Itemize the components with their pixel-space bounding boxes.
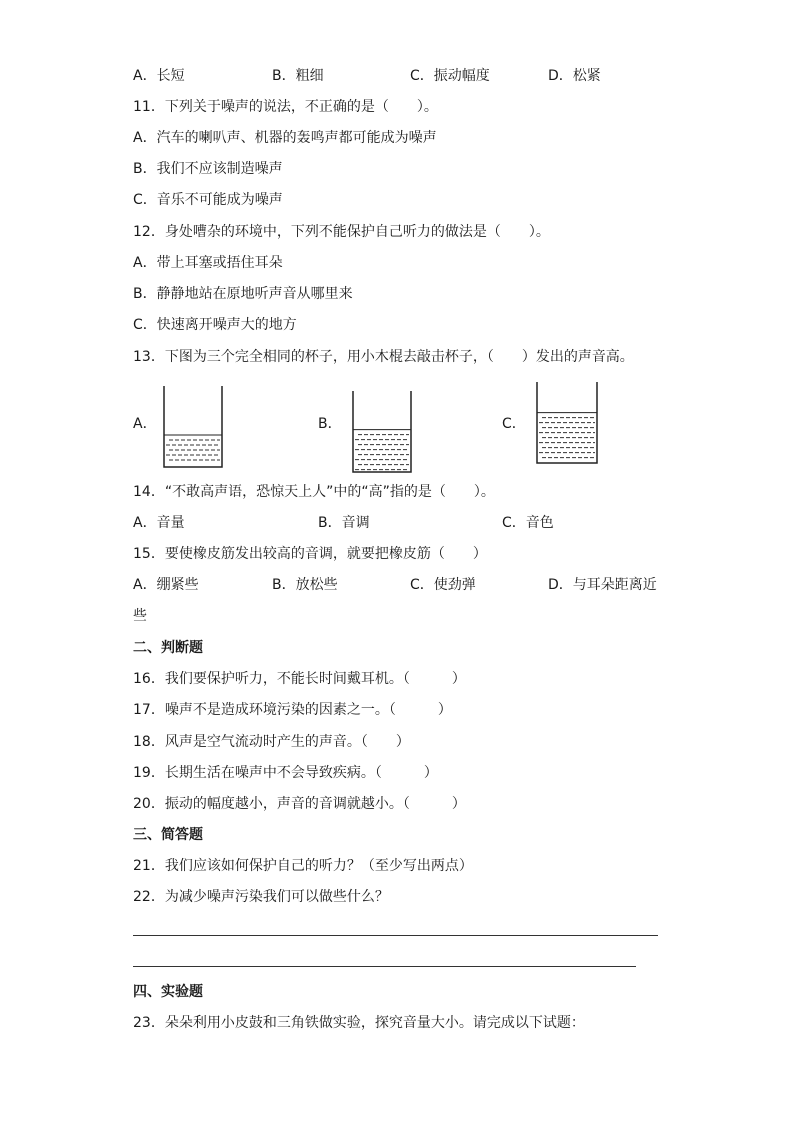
q15-option-d-wrap: 些 [133,608,147,624]
q15-option-d: D．与耳朵距离近 [548,577,657,593]
answer-line-2[interactable] [133,966,636,967]
section2-title: 二、判断题 [133,640,203,656]
section3-title: 三、简答题 [133,827,203,843]
q11-option-c: C．音乐不可能成为噪声 [133,192,283,208]
q15-option-b: B．放松些 [272,577,338,593]
q20: 20．振动的幅度越小，声音的音调就越小。（ ） [133,796,466,812]
q22: 22．为减少噪声污染我们可以做些什么？ [133,889,389,905]
cup-b [349,391,415,475]
q23: 23．朵朵利用小皮鼓和三角铁做实验，探究音量大小。请完成以下试题： [133,1015,585,1031]
q12-stem: 12．身处嘈杂的环境中，下列不能保护自己听力的做法是（ ）。 [133,224,550,240]
q14-stem: 14．“不敢高声语，恐惊天上人”中的“高”指的是（ ）。 [133,484,495,500]
q13-option-c: C． [502,416,526,432]
q12-option-a: A．带上耳塞或捂住耳朵 [133,255,283,271]
q17: 17．噪声不是造成环境污染的因素之一。（ ） [133,702,452,718]
q21: 21．我们应该如何保护自己的听力？（至少写出两点） [133,858,473,874]
q15-stem: 15．要使橡皮筋发出较高的音调，就要把橡皮筋（ ） [133,546,487,562]
q10-option-b: B．粗细 [272,68,324,84]
section4-title: 四、实验题 [133,984,203,1000]
q15-option-c: C．使劲弹 [410,577,476,593]
q16: 16．我们要保护听力，不能长时间戴耳机。（ ） [133,671,466,687]
q13-option-a: A． [133,416,157,432]
q10-option-a: A．长短 [133,68,185,84]
q10-option-d: D．松紧 [548,68,601,84]
cup-c [533,382,601,466]
q14-option-b: B．音调 [318,515,370,531]
q12-option-c: C．快速离开噪声大的地方 [133,317,297,333]
q11-stem: 11．下列关于噪声的说法，不正确的是（ ）。 [133,99,438,115]
q14-option-a: A．音量 [133,515,185,531]
q13-option-b: B． [318,416,342,432]
q14-option-c: C．音色 [502,515,554,531]
q12-option-b: B．静静地站在原地听声音从哪里来 [133,286,353,302]
q13-stem: 13．下图为三个完全相同的杯子，用小木棍去敲击杯子，（ ）发出的声音高。 [133,349,634,365]
q11-option-b: B．我们不应该制造噪声 [133,161,283,177]
q15-option-a: A．绷紧些 [133,577,199,593]
cup-b-water [353,430,411,472]
q19: 19．长期生活在噪声中不会导致疾病。（ ） [133,765,438,781]
q18: 18．风声是空气流动时产生的声音。（ ） [133,734,410,750]
answer-line-1[interactable] [133,935,658,936]
cup-a [160,386,226,470]
q10-option-c: C．振动幅度 [410,68,490,84]
q11-option-a: A．汽车的喇叭声、机器的轰鸣声都可能成为噪声 [133,130,437,146]
